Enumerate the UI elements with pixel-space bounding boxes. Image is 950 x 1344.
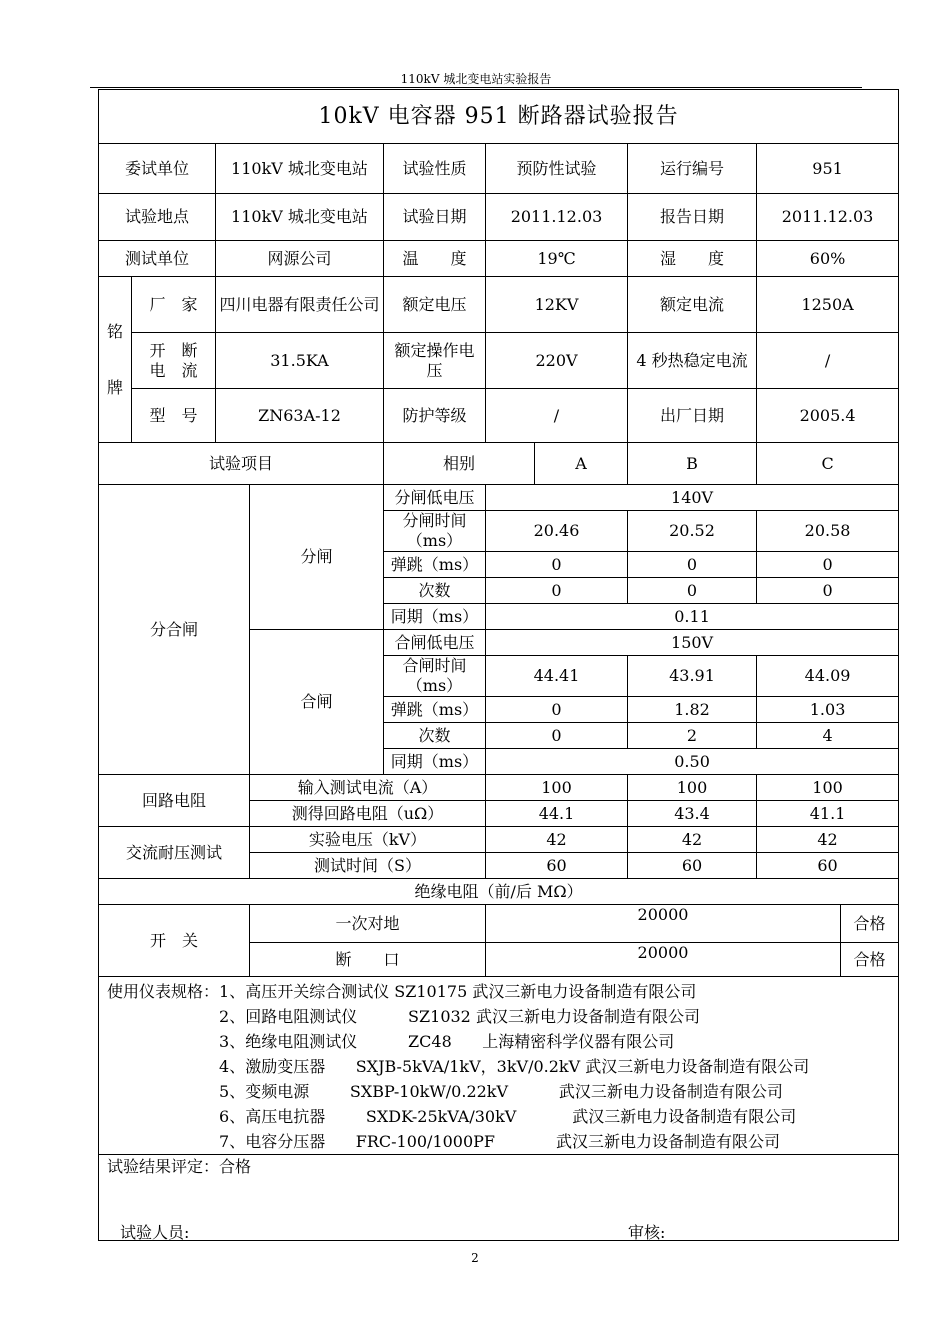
client-label: 委试单位: [99, 144, 216, 194]
close-sync-label: 同期（ms）: [384, 749, 486, 775]
header-rule: [90, 87, 862, 88]
place-value: 110kV 城北变电站: [216, 194, 384, 241]
loop-res-c: 41.1: [757, 801, 899, 827]
switch-label: 开 关: [99, 905, 250, 977]
unit-label: 测试单位: [99, 241, 216, 277]
open-count-c: 0: [757, 578, 899, 604]
nameplate-label-1: 铭: [106, 321, 123, 341]
hum-label: 湿 度: [628, 241, 757, 277]
ac-voltage-b: 42: [628, 827, 757, 853]
loop-res-b: 43.4: [628, 801, 757, 827]
place-label: 试验地点: [99, 194, 216, 241]
runno-label: 运行编号: [628, 144, 757, 194]
close-label: 合闸: [250, 630, 384, 775]
close-count-a: 0: [486, 723, 628, 749]
nameplate-label: [99, 277, 132, 443]
close-count-b: 2: [628, 723, 757, 749]
loop-res-a: 44.1: [486, 801, 628, 827]
maker-value: 四川电器有限责任公司: [216, 277, 384, 333]
instrument-line-1: 1、高压开关综合测试仪 SZ10175 武汉三新电力设备制造有限公司: [219, 982, 697, 1001]
open-count-label: 次数: [384, 578, 486, 604]
instrument-line-2: 2、回路电阻测试仪 SZ1032 武汉三新电力设备制造有限公司: [219, 1007, 700, 1026]
close-count-c: 4: [757, 723, 899, 749]
open-low-voltage-label: 分闸低电压: [384, 485, 486, 511]
reviewer-signature: 审核:: [628, 1223, 666, 1242]
rated-voltage-value: 12KV: [486, 277, 628, 333]
close-low-voltage-value: 150V: [486, 630, 899, 656]
loop-current-c: 100: [757, 775, 899, 801]
close-time-b: 43.91: [628, 656, 757, 697]
runno-value: 951: [757, 144, 899, 194]
nature-label: 试验性质: [384, 144, 486, 194]
maker-label: 厂 家: [132, 277, 216, 333]
open-bounce-a: 0: [486, 552, 628, 578]
instrument-line-6: 6、高压电抗器 SXDK-25kVA/30kV 武汉三新电力设备制造有限公司: [219, 1107, 797, 1126]
close-time-label: 合闸时间（ms）: [384, 656, 486, 697]
rated-voltage-label: 额定电压: [384, 277, 486, 333]
close-time-a: 44.41: [486, 656, 628, 697]
thermal-current-label: 4 秒热稳定电流: [628, 333, 757, 389]
switching-label: 分合闸: [99, 485, 250, 775]
open-bounce-label: 弹跳（ms）: [384, 552, 486, 578]
page-header: 110kV 城北变电站实验报告: [400, 72, 552, 86]
ac-time-b: 60: [628, 853, 757, 879]
close-count-label: 次数: [384, 723, 486, 749]
test-date-label: 试验日期: [384, 194, 486, 241]
conclusion: 试验结果评定：合格: [99, 1155, 899, 1241]
open-time-b: 20.52: [628, 511, 757, 552]
insulation-header: 绝缘电阻（前/后 MΩ）: [99, 879, 899, 905]
close-bounce-c: 1.03: [757, 697, 899, 723]
loop-current-b: 100: [628, 775, 757, 801]
temp-value: 19℃: [486, 241, 628, 277]
phase-b-header: B: [628, 443, 757, 485]
open-count-b: 0: [628, 578, 757, 604]
unit-value: 网源公司: [216, 241, 384, 277]
ac-voltage-c: 42: [757, 827, 899, 853]
break-value: 20000: [486, 943, 841, 977]
loop-current-label: 输入测试电流（A）: [250, 775, 486, 801]
phase-a-header: A: [535, 443, 628, 485]
open-sync-value: 0.11: [486, 604, 899, 630]
instrument-line-4: 4、激励变压器 SXJB-5kVA/1kV，3kV/0.2kV 武汉三新电力设备制造有限公司: [219, 1057, 810, 1076]
instruments-block: [99, 977, 899, 1155]
ac-withstand-label: 交流耐压测试: [99, 827, 250, 879]
open-time-label: 分闸时间（ms）: [384, 511, 486, 552]
ac-voltage-a: 42: [486, 827, 628, 853]
factory-date-value: 2005.4: [757, 389, 899, 443]
open-bounce-b: 0: [628, 552, 757, 578]
ground-value: 20000: [486, 905, 841, 943]
protection-label: 防护等级: [384, 389, 486, 443]
loop-current-a: 100: [486, 775, 628, 801]
client-value: 110kV 城北变电站: [216, 144, 384, 194]
close-bounce-a: 0: [486, 697, 628, 723]
instruments-label: 使用仪表规格：: [107, 982, 220, 1001]
model-label: 型 号: [132, 389, 216, 443]
break-label: 断 口: [250, 943, 486, 977]
operating-voltage-label: 额定操作电压: [384, 333, 486, 389]
nature-value: 预防性试验: [486, 144, 628, 194]
test-item-header: 试验项目: [99, 443, 384, 485]
close-sync-value: 0.50: [486, 749, 899, 775]
thermal-current-value: /: [757, 333, 899, 389]
open-time-c: 20.58: [757, 511, 899, 552]
close-time-c: 44.09: [757, 656, 899, 697]
temp-label: 温 度: [384, 241, 486, 277]
protection-value: /: [486, 389, 628, 443]
rated-current-label: 额定电流: [628, 277, 757, 333]
close-low-voltage-label: 合闸低电压: [384, 630, 486, 656]
ac-time-c: 60: [757, 853, 899, 879]
breaking-current-value: 31.5KA: [216, 333, 384, 389]
ground-label: 一次对地: [250, 905, 486, 943]
report-table: [98, 89, 899, 1241]
report-date-value: 2011.12.03: [757, 194, 899, 241]
ac-voltage-label: 实验电压（kV）: [250, 827, 486, 853]
open-sync-label: 同期（ms）: [384, 604, 486, 630]
model-value: ZN63A-12: [216, 389, 384, 443]
instrument-line-7: 7、电容分压器 FRC-100/1000PF 武汉三新电力设备制造有限公司: [219, 1132, 781, 1151]
ac-time-a: 60: [486, 853, 628, 879]
hum-value: 60%: [757, 241, 899, 277]
operating-voltage-value: 220V: [486, 333, 628, 389]
open-low-voltage-value: 140V: [486, 485, 899, 511]
instrument-line-5: 5、变频电源 SXBP-10kW/0.22kV 武汉三新电力设备制造有限公司: [219, 1082, 783, 1101]
test-date-value: 2011.12.03: [486, 194, 628, 241]
ac-time-label: 测试时间（S）: [250, 853, 486, 879]
open-count-a: 0: [486, 578, 628, 604]
factory-date-label: 出厂日期: [628, 389, 757, 443]
open-time-a: 20.46: [486, 511, 628, 552]
report-title: 10kV 电容器 951 断路器试验报告: [99, 90, 899, 144]
breaking-current-label: 开 断电 流: [132, 333, 216, 389]
close-bounce-b: 1.82: [628, 697, 757, 723]
loop-resistance-label: 回路电阻: [99, 775, 250, 827]
instrument-line-3: 3、绝缘电阻测试仪 ZC48 上海精密科学仪器有限公司: [219, 1032, 675, 1051]
ground-result: 合格: [841, 905, 899, 943]
page-number: 2: [471, 1251, 479, 1265]
open-bounce-c: 0: [757, 552, 899, 578]
break-result: 合格: [841, 943, 899, 977]
open-label: 分闸: [250, 485, 384, 630]
close-bounce-label: 弹跳（ms）: [384, 697, 486, 723]
loop-res-label: 测得回路电阻（uΩ）: [250, 801, 486, 827]
tester-signature: 试验人员:: [120, 1223, 190, 1242]
phase-header: 相别: [384, 443, 535, 485]
phase-c-header: C: [757, 443, 899, 485]
report-date-label: 报告日期: [628, 194, 757, 241]
rated-current-value: 1250A: [757, 277, 899, 333]
nameplate-label-2: 牌: [106, 377, 123, 397]
